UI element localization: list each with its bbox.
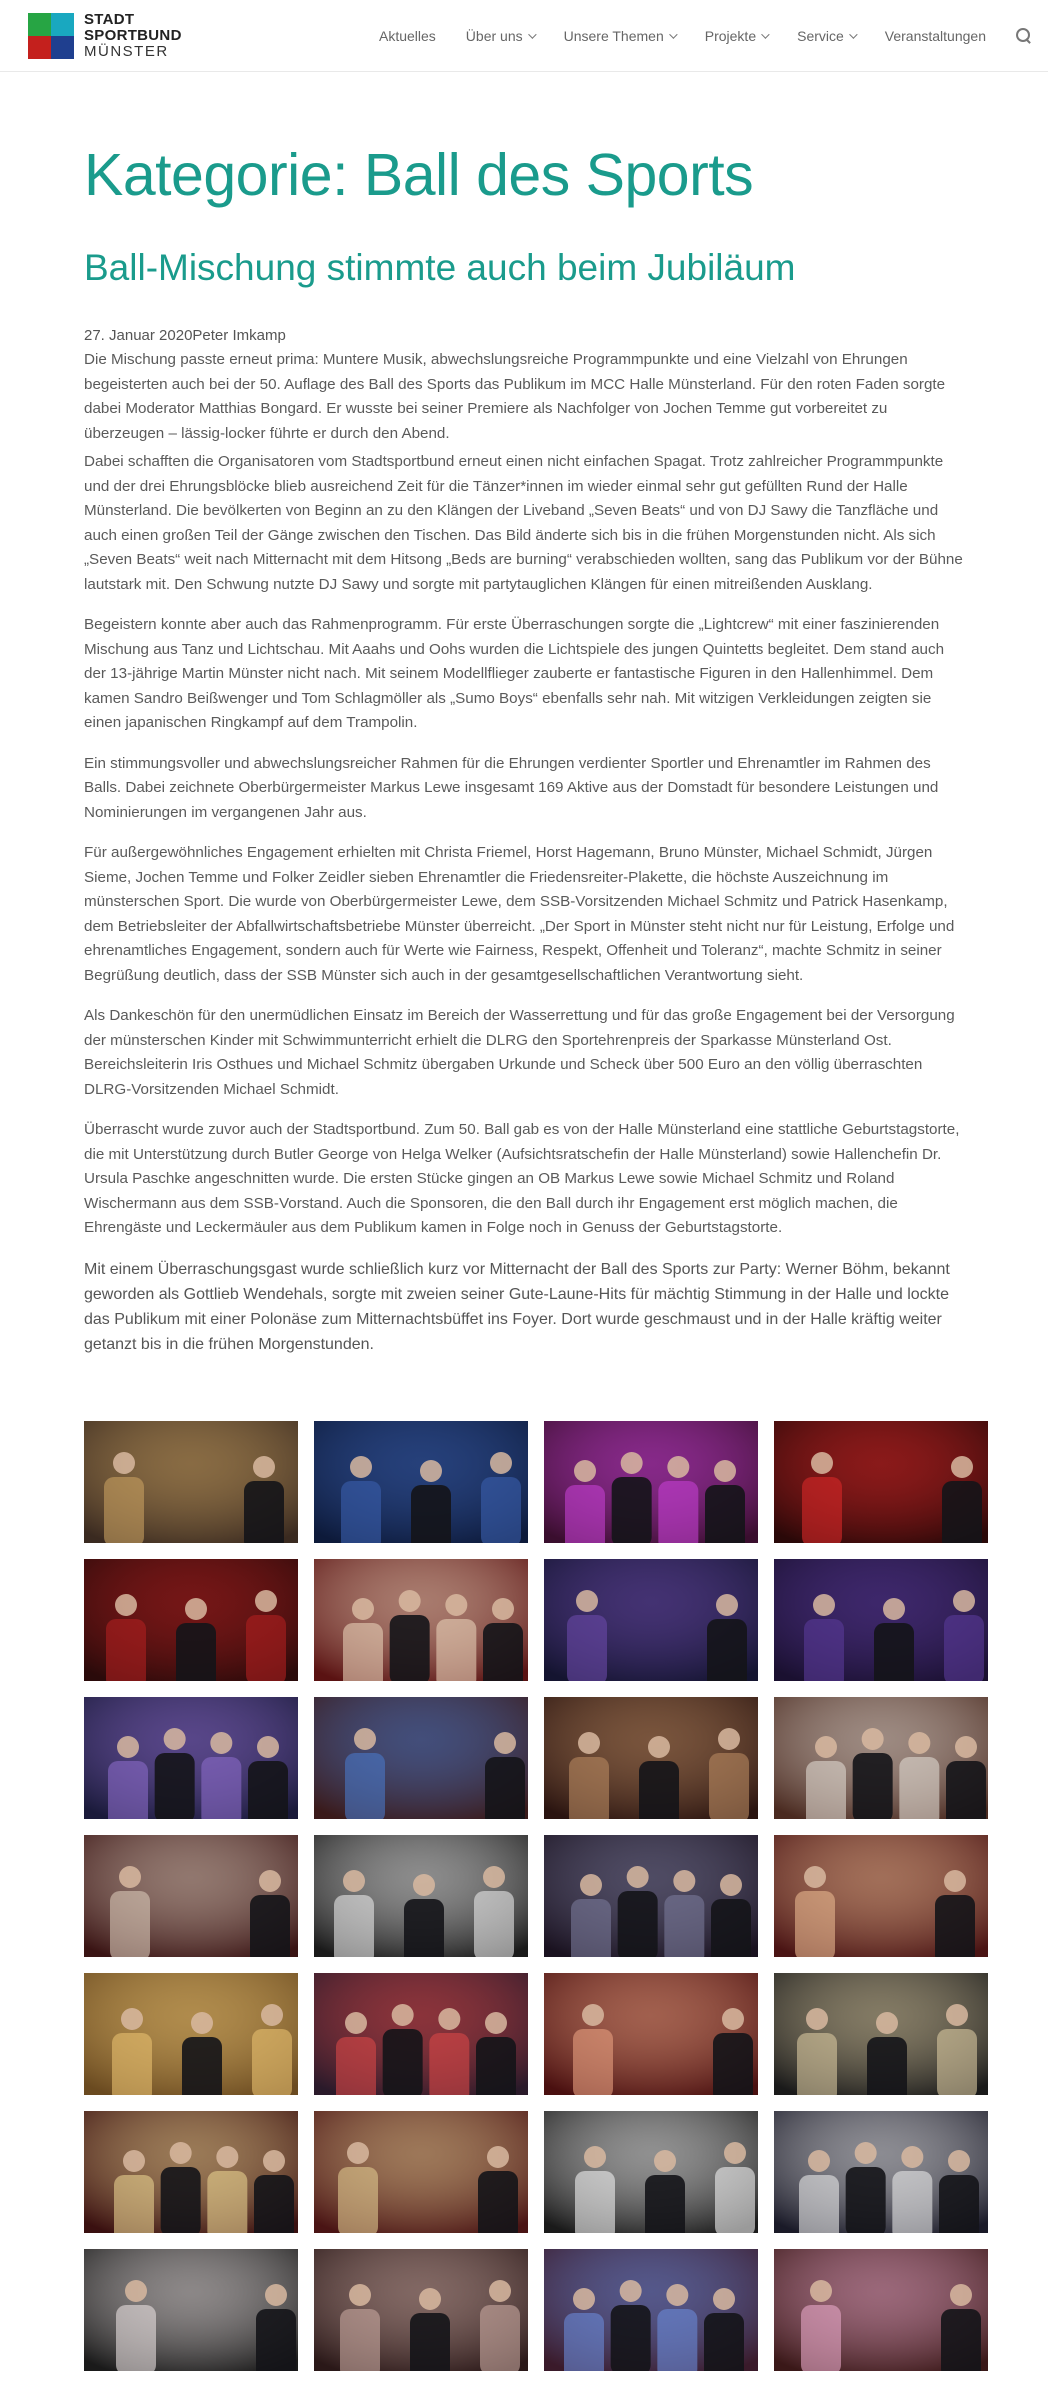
paragraph: Dabei schafften die Organisatoren vom Stadtsportbund erneut einen nicht einfachen Spagat. Trotz zahlreicher Programmpunkte und der drei Ehrungsblöcke blieb ausreichend Zeit für die Tänzer*innen im wieder einmal sehr gut gefüllten Rund der Halle Münsterland. Die bevölkerten von Beginn an zu den Klängen der Liveband „Seven Beats“ und von DJ Sawy die Tanzfläche und auch einen großen Teil der Gänge zwischen den Tischen. Das Bild änderte sich bis in die frühen Morgenstunden nicht. Als sich „Seven Beats“ weit nach Mitternacht mit dem Hitsong „Beds are burning“ verabschieden wollten, sang das Publikum vor der Bühne lautstark mit. Den Schwung nutzte DJ Sawy und sorgte mit partytauglichen Klängen für einen mitreißenden Ausklang. — [84, 453, 963, 593]
gallery-photo[interactable] — [314, 1973, 528, 2095]
chevron-down-icon — [761, 30, 769, 38]
search-icon[interactable] — [1016, 28, 1032, 44]
logo-line-1: STADT — [84, 11, 135, 28]
photo-image — [314, 2111, 528, 2233]
gallery-photo[interactable] — [774, 2249, 988, 2371]
gallery-photo[interactable] — [84, 1697, 298, 1819]
nav-label: Veranstaltungen — [884, 28, 986, 44]
photo-image — [544, 1421, 758, 1543]
post-title[interactable]: Ball-Mischung stimmte auch beim Jubiläum — [84, 247, 796, 288]
nav-item-service[interactable] — [797, 28, 855, 44]
nav-label: Unsere Themen — [563, 28, 664, 44]
photo-image — [544, 1835, 758, 1957]
photo-image — [774, 2249, 988, 2371]
photo-image — [84, 1559, 298, 1681]
gallery-photo[interactable] — [84, 1973, 298, 2095]
gallery-photo[interactable] — [314, 1697, 528, 1819]
nav-item-ueber-uns[interactable] — [466, 28, 534, 44]
photo-image — [84, 2111, 298, 2233]
paragraph: Ein stimmungsvoller und abwechslungsreicher Rahmen für die Ehrungen verdienter Sportler und Ehrenamtler im Rahmen des Balls. Dabei zeichnete Oberbürgermeister Markus Lewe insgesamt 169 Aktive aus der Domstadt für besondere Leistungen und Nominierungen im vergangenen Jahr aus. — [84, 754, 939, 821]
logo-mark-icon — [28, 13, 74, 59]
photo-image — [84, 1835, 298, 1957]
nav-item-veranstaltungen[interactable] — [885, 28, 986, 44]
nav-item-projekte[interactable] — [705, 28, 767, 44]
site-header — [0, 0, 1048, 72]
chevron-down-icon — [849, 30, 857, 38]
paragraph: Die Mischung passte erneut prima: Muntere Musik, abwechslungsreiche Programmpunkte und eine Vielzahl von Ehrungen begeisterten auch bei der 50. Auflage des Ball des Sports das Publikum im MCC Halle Münsterland. Für den roten Faden sorgte dabei Moderator Matthias Bongard. Er wusste bei seiner Premiere als Nachfolger von Jochen Temme gut vorbereitet zu überzeugen – lässig-locker führte er durch den Abend. — [84, 351, 946, 442]
post-body — [84, 348, 964, 1357]
logo-text — [84, 12, 182, 60]
photo-image — [774, 1973, 988, 2095]
gallery-photo[interactable] — [544, 1835, 758, 1957]
photo-image — [544, 1973, 758, 2095]
paragraph: Für außergewöhnliches Engagement erhielten mit Christa Friemel, Horst Hagemann, Bruno Münster, Michael Schmidt, Jürgen Sieme, Jochen Temme und Folker Zeidler sieben Ehrenamtler die Friedensreiter-Plakette, die höchste Auszeichnung im münsterschen Sport. Die wurde von Oberbürgermeister Lewe, dem SSB-Vorsitzenden Michael Schmitz und Patrick Hasenkamp, dem Betriebsleiter der Abfallwirtschaftsbetriebe Münster überreicht. „Der Sport in Münster steht nicht nur für Leistung, Erfolge und ehrenamtliches Engagement, sondern auch für Werte wie Fairness, Respekt, Offenheit und Toleranz“, machte Schmitz in seiner Begrüßung deutlich, dass der SSB Münster sich auch in der gesamtgesellschaftlichen Verantwortung sieht. — [84, 844, 955, 984]
photo-image — [774, 1697, 988, 1819]
paragraph: Als Dankeschön für den unermüdlichen Einsatz im Bereich der Wasserrettung und für das große Engagement bei der Versorgung der münsterschen Kinder mit Schwimmunterricht erhielt die DLRG den Sportehrenpreis der Sparkasse Münsterland Ost. Bereichsleiterin Iris Osthues und Michael Schmitz übergaben Urkunde und Scheck über 500 Euro an den völlig überraschten DLRG-Vorsitzenden Michael Schmidt. — [84, 1007, 955, 1098]
gallery-photo[interactable] — [774, 1559, 988, 1681]
photo-image — [314, 1421, 528, 1543]
photo-image — [84, 1421, 298, 1543]
gallery-photo[interactable] — [544, 1421, 758, 1543]
gallery-photo[interactable] — [314, 1421, 528, 1543]
paragraph: Mit einem Überraschungsgast wurde schließlich kurz vor Mitternacht der Ball des Sports zur Party: Werner Böhm, bekannt geworden als Gottlieb Wendehals, sorgte mit zweien seiner Gute-Laune-Hits für mächtig Stimmung in der Halle und lockte das Publikum mit einer Polonäse zum Mitternachtsbüffet ins Foyer. Dort wurde geschmaust und in der Halle kräftig weiter getanzt bis in die frühen Morgenstunden. — [84, 1260, 950, 1353]
gallery-photo[interactable] — [774, 1973, 988, 2095]
main-nav — [349, 0, 1032, 72]
chevron-down-icon — [528, 30, 536, 38]
photo-image — [314, 1835, 528, 1957]
nav-label: Projekte — [704, 28, 757, 44]
gallery-photo[interactable] — [314, 1559, 528, 1681]
photo-image — [314, 1697, 528, 1819]
photo-image — [314, 1973, 528, 2095]
page-title: Kategorie: Ball des Sports — [84, 142, 754, 208]
gallery-photo[interactable] — [84, 1559, 298, 1681]
photo-image — [544, 2249, 758, 2371]
gallery-photo[interactable] — [774, 1697, 988, 1819]
photo-image — [544, 1697, 758, 1819]
gallery-photo[interactable] — [84, 1835, 298, 1957]
nav-item-unsere-themen[interactable] — [564, 28, 675, 44]
nav-label: Über uns — [465, 28, 523, 44]
gallery-photo[interactable] — [774, 2111, 988, 2233]
photo-image — [84, 1697, 298, 1819]
gallery-photo[interactable] — [544, 1697, 758, 1819]
photo-image — [774, 1421, 988, 1543]
photo-image — [314, 2249, 528, 2371]
gallery-photo[interactable] — [774, 1421, 988, 1543]
gallery-photo[interactable] — [774, 1835, 988, 1957]
logo-line-3: MÜNSTER — [84, 43, 169, 60]
site-logo[interactable] — [28, 12, 182, 60]
paragraph: Begeistern konnte aber auch das Rahmenprogramm. Für erste Überraschungen sorgte die „Lightcrew“ mit einer faszinierenden Mischung aus Tanz und Lichtschau. Mit Aaahs und Oohs wurden die Lichtspiele des jungen Quintetts begleitet. Dem stand auch der 13-jährige Martin Münster nicht nach. Mit seinem Modellflieger zauberte er fantastische Figuren in den Hallenhimmel. Dem kamen Sandro Beißwenger und Tom Schlagmöller als „Sumo Boys“ ebenfalls sehr nah. Mit witzigen Verkleidungen zeigten sie einen japanischen Ringkampf auf dem Trampolin. — [84, 616, 945, 731]
photo-image — [774, 1835, 988, 1957]
nav-label: Aktuelles — [378, 28, 436, 44]
photo-image — [774, 1559, 988, 1681]
logo-line-2: SPORTBUND — [84, 27, 182, 44]
photo-image — [84, 1973, 298, 2095]
nav-label: Service — [797, 28, 844, 44]
gallery-photo[interactable] — [544, 1559, 758, 1681]
photo-image — [84, 2249, 298, 2371]
gallery-photo[interactable] — [84, 1421, 298, 1543]
photo-gallery — [84, 1421, 990, 2371]
photo-image — [544, 1559, 758, 1681]
chevron-down-icon — [669, 30, 677, 38]
main-content — [84, 140, 964, 1373]
gallery-photo[interactable] — [314, 2111, 528, 2233]
gallery-photo[interactable] — [544, 2249, 758, 2371]
nav-item-aktuelles[interactable] — [379, 28, 436, 44]
photo-image — [774, 2111, 988, 2233]
gallery-photo[interactable] — [314, 1835, 528, 1957]
gallery-photo[interactable] — [544, 1973, 758, 2095]
photo-image — [314, 1559, 528, 1681]
gallery-photo[interactable] — [544, 2111, 758, 2233]
post-meta: 27. Januar 2020Peter Imkamp — [84, 327, 286, 344]
gallery-photo[interactable] — [314, 2249, 528, 2371]
gallery-photo[interactable] — [84, 2111, 298, 2233]
paragraph: Überrascht wurde zuvor auch der Stadtsportbund. Zum 50. Ball gab es von der Halle Münsterland eine stattliche Geburtstagstorte, die mit Unterstützung durch Butler George von Helga Welker (Aufsichtsratschefin der Halle Münsterland) sowie Hallenchefin Dr. Ursula Paschke angeschnitten wurde. Die ersten Stücke gingen an OB Markus Lewe sowie Michael Schmitz und Roland Wischermann aus dem SSB-Vorstand. Auch die Sponsoren, die den Ball durch ihr Engagement erst möglich machen, die Ehrengäste und Leckermäuler aus dem Publikum kamen in Folge noch in Genuss der Geburtstagstorte. — [84, 1121, 960, 1236]
photo-image — [544, 2111, 758, 2233]
gallery-photo[interactable] — [84, 2249, 298, 2371]
